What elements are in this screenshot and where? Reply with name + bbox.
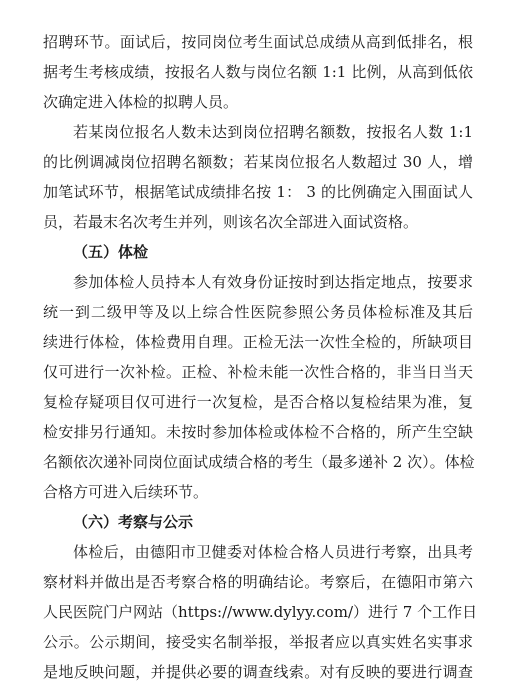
- paragraph-line: 复检存疑项目仅可进行一次复检，是否合格以复检结果为准，复: [43, 393, 473, 411]
- paragraph-line: 员，若最末名次考生并列，则该名次全部进入面试资格。: [43, 213, 419, 231]
- section-heading: （六）考察与公示: [73, 513, 194, 531]
- paragraph-line: 加笔试环节，根据笔试成绩排名按 1： 3 的比例确定入围面试人: [43, 183, 473, 201]
- paragraph-line: 仅可进行一次补检。正检、补检未能一次性合格的，非当日当天: [43, 363, 473, 381]
- paragraph-line: 察材料并做出是否考察合格的明确结论。考察后，在德阳市第六: [43, 573, 473, 591]
- paragraph-line: 是地反映问题，并提供必要的调查线索。对有反映的要进行调查: [43, 663, 473, 681]
- paragraph-line: 参加体检人员持本人有效身份证按时到达指定地点，按要求: [73, 273, 473, 291]
- paragraph-line: 人民医院门户网站（https://www.dylyy.com/）进行 7 个工作日: [43, 603, 478, 621]
- paragraph-line: 检安排另行通知。未按时参加体检或体检不合格的，所产生空缺: [43, 423, 473, 441]
- paragraph-line: 续进行体检，体检费用自理。正检无法一次性全检的，所缺项目: [43, 333, 473, 351]
- paragraph-line: 据考生考核成绩，按报名人数与岗位名额 1:1 比例，从高到低依: [43, 63, 473, 81]
- paragraph-line: 招聘环节。面试后，按同岗位考生面试总成绩从高到低排名，根: [43, 33, 473, 51]
- section-heading: （五）体检: [73, 243, 149, 261]
- paragraph-line: 名额依次递补同岗位面试成绩合格的考生（最多递补 2 次）。体检: [43, 453, 475, 471]
- paragraph-line: 次确定进入体检的拟聘人员。: [43, 93, 239, 111]
- paragraph-line: 体检后，由德阳市卫健委对体检合格人员进行考察，出具考: [73, 543, 473, 561]
- paragraph-line: 若某岗位报名人数未达到岗位招聘名额数，按报名人数 1:1: [73, 123, 473, 141]
- paragraph-line: 合格方可进入后续环节。: [43, 483, 209, 501]
- paragraph-line: 公示。公示期间，接受实名制举报，举报者应以真实姓名实事求: [43, 633, 473, 651]
- paragraph-line: 统一到二级甲等及以上综合性医院参照公务员体检标准及其后: [43, 303, 473, 321]
- paragraph-line: 的比例调减岗位招聘名额数；若某岗位报名人数超过 30 人，增: [43, 153, 473, 171]
